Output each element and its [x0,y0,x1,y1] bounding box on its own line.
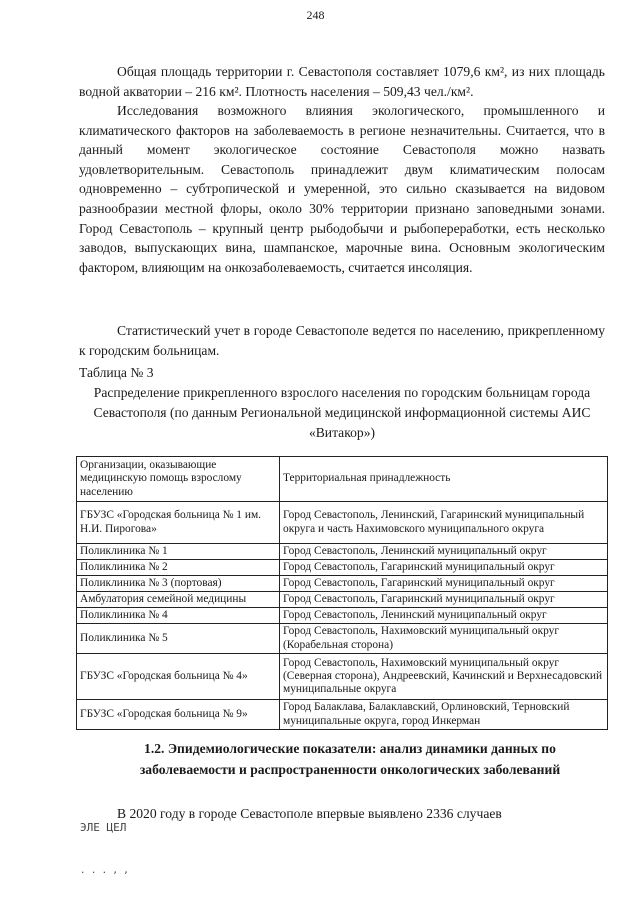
page-number: 248 [306,8,325,22]
paragraph-statistics: Статистический учет в городе Севастополе ведется по населению, прикрепленному к городским больницам. [79,323,605,358]
paragraph-area: Общая площадь территории г. Севастополя составляет 1079,6 км², из них площадь водной акватории – 216 км². Плотность населения – 509,43 чел./км². [79,64,605,99]
table-header-organization: Организации, оказывающие медицинскую помощь взрослому населению [77,457,280,502]
table-cell-organization: Амбулатория семейной медицины [77,592,280,608]
scan-artifact: . . . , , [80,866,129,876]
table-header-row [77,457,608,502]
table-row [77,654,608,700]
section-title: 1.2. Эпидемиологические показатели: анализ динамики данных по заболеваемости и распространенности онкологических заболеваний [139,741,561,777]
scan-artifact: ЭЛЕ ЦЕЛ [80,821,127,834]
table-cell-territory: Город Балаклава, Балаклавский, Орлиновский, Терновский муниципальные округа, город Инкерман [280,700,608,730]
table-cell-territory: Город Севастополь, Ленинский, Гагаринский муниципальный округа и часть Нахимовского муниципального округа [280,502,608,544]
table-header-territory: Территориальная принадлежность [280,457,608,502]
table-label: Таблица № 3 [79,365,154,380]
hospital-distribution-table [76,456,608,730]
table-row [77,624,608,654]
table-cell-organization: Поликлиника № 1 [77,544,280,560]
table-row [77,502,608,544]
table-cell-territory: Город Севастополь, Нахимовский муниципальный округ (Северная сторона), Андреевский, Качинский и Верхнесадовский муниципальные округа [280,654,608,700]
paragraph-2020-cases: В 2020 году в городе Севастополе впервые выявлено 2336 случаев [117,806,502,821]
table-row [77,576,608,592]
table-cell-territory: Город Севастополь, Гагаринский муниципальный округ [280,560,608,576]
table-cell-organization: Поликлиника № 4 [77,608,280,624]
table-row [77,544,608,560]
table-cell-organization: ГБУЗС «Городская больница № 4» [77,654,280,700]
table-row [77,608,608,624]
table-cell-territory: Город Севастополь, Гагаринский муниципальный округ [280,576,608,592]
table-cell-territory: Город Севастополь, Гагаринский муниципальный округ [280,592,608,608]
table-cell-organization: ГБУЗС «Городская больница № 9» [77,700,280,730]
table-row [77,560,608,576]
table-row [77,700,608,730]
table-cell-territory: Город Севастополь, Ленинский муниципальный округ [280,608,608,624]
table-cell-organization: Поликлиника № 2 [77,560,280,576]
table-cell-territory: Город Севастополь, Нахимовский муниципальный округ (Корабельная сторона) [280,624,608,654]
table-row [77,592,608,608]
paragraph-ecology: Исследования возможного влияния экологического, промышленного и климатического факторов на заболеваемость в регионе незначительны. Считается, что в данный момент экологическое состояние Севастополя можно назвать удовлетворительным. Севастополь принадлежит двум климатическим полосам одновременно – субтропической и умеренной, это сильно сказывается на видовом разнообразии местной флоры, около 30% территории признано заповедными зонами. Город Севастополь – крупный центр рыбодобычи и рыбопереработки, есть несколько заводов, выпускающих вина, шампанское, марочные вина. Основным экологическим фактором, влияющим на онкозаболеваемость, считается инсоляция. [79,103,605,275]
table-cell-organization: ГБУЗС «Городская больница № 1 им. Н.И. Пирогова» [77,502,280,544]
table-cell-organization: Поликлиника № 3 (портовая) [77,576,280,592]
table-cell-territory: Город Севастополь, Ленинский муниципальный округ [280,544,608,560]
table-cell-organization: Поликлиника № 5 [77,624,280,654]
table-caption: Распределение прикрепленного взрослого населения по городским больницам города Севастополя (по данным Региональной медицинской информационной системы АИС «Витакор») [93,385,591,440]
